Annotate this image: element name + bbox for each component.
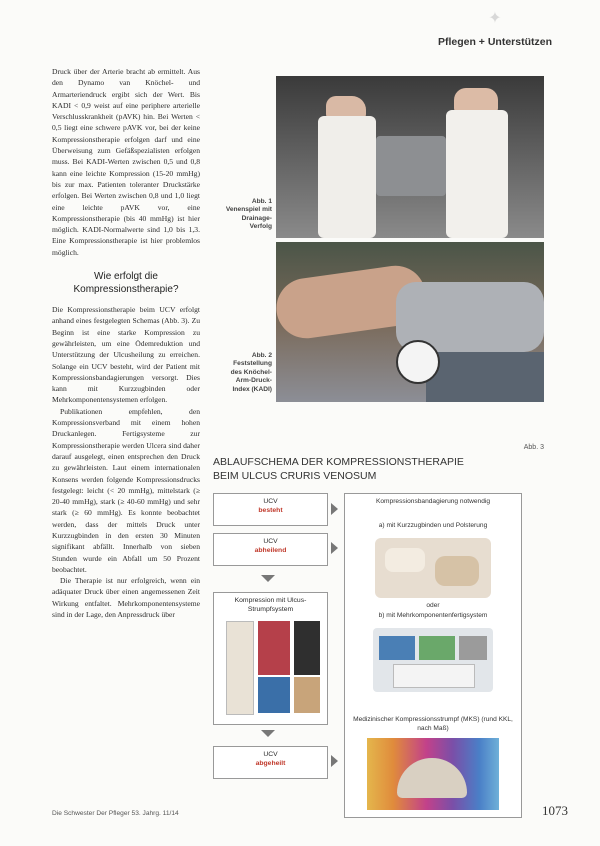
arrow-right [331, 503, 338, 515]
arrow-down [261, 730, 275, 737]
flow-box-ucv-besteht [213, 493, 328, 526]
photo-feet-bandaged [276, 76, 544, 238]
caption-abb1: Abb. 1 Venenspiel mit Drainage-Verfolg [225, 198, 272, 231]
page-number: 1073 [542, 803, 568, 818]
flow-box-label: UCV [263, 538, 278, 545]
flow-box-label: UCV [263, 751, 278, 758]
scheme-right-panel [344, 493, 522, 818]
product-image [258, 621, 290, 675]
scheme-title-line: ABLAUFSCHEMA DER KOMPRESSIONSTHERAPIE [213, 456, 464, 468]
arrow-right [331, 755, 338, 767]
product-image [258, 677, 290, 713]
flow-box-status: besteht [258, 507, 283, 514]
product-image [226, 621, 254, 715]
arrow-right [331, 542, 338, 554]
photo-kadi-measurement [276, 242, 544, 402]
flow-box-label: Kompression mit Ulcus-Strumpfsystem [234, 597, 307, 613]
flow-box-status: abheilend [254, 547, 287, 554]
section-heading: Wie erfolgt die Kompressionstherapie? [73, 271, 179, 296]
text-column [52, 66, 200, 620]
flow-box-ulcus-strumpf [213, 592, 328, 725]
flow-box-label: UCV [263, 498, 278, 505]
bandage-image [375, 538, 491, 598]
flow-box-ucv-abgeheilt [213, 746, 328, 779]
caption-abb3: Abb. 3 [523, 444, 544, 451]
arrow-down [261, 575, 275, 582]
product-image [294, 621, 320, 675]
flow-box-ucv-abheilend [213, 533, 328, 566]
scheme-right-option-b: b) mit Mehrkomponentenfertigsystem [378, 612, 488, 619]
running-header: Pflegen + Unterstützen [437, 36, 552, 48]
scheme-right-option-a: a) mit Kurzzugbinden und Polsterung [378, 522, 488, 529]
top-registration-mark: ✦ [488, 10, 502, 27]
scheme-title-line: BEIM ULCUS CRURIS VENOSUM [213, 470, 377, 482]
scheme-title [213, 455, 553, 483]
body-paragraph: Druck über der Arterie bracht ab ermittelt. Aus den Dynamo van Knöchel- und Armarteriendruck ergibt sich der Wert. Bis KADI < 0,9 weist auf eine periphere arterielle Verschlusskrankheit (pAVK) hin. Bei Werten < 0,5 liegt eine schwere pAVK vor, bei der keine Kompressionstherapie erfolgen darf und eine Überweisung zum Gefäßspezialisten erfolgen muss. Bei KADI-Werten zwischen 0,5 und 0,8 kann eine leichte Kompression (15-20 mmHg) bis zur max. Patienten toleranter Druckstärke erfolgen. Bei Werten zwischen 0,8 und 1,0 liegt eine leichte pAVK vor, eine Kompressionstherapie (bis 40 mmHg) ist hier möglich. KADI-Normalwerte sind 1,0 bis 1,3. Eine Kompressionstherapie ist hier problemlos möglich. [52, 67, 200, 257]
stocking-image [367, 738, 499, 810]
scheme-right-or: oder [426, 602, 440, 609]
product-image [294, 677, 320, 713]
footer: Die Schwester Der Pfleger 53. Jahrg. 11/14 [52, 810, 179, 817]
body-paragraph: Die Therapie ist nur erfolgreich, wenn ein adäquater Druck über einen angemessenen Zeit Wirkung entfaltet. Mehrkomponentensysteme sind in der Lage, den Anpressdruck über [52, 576, 200, 620]
caption-abb2: Abb. 2 Feststellung des Knöchel-Arm-Druck-Index (KADI) [230, 352, 272, 393]
scheme-right-bottom: Medizinischer Kompressionsstrumpf (MKS) (rund KKL, nach Maß) [353, 716, 513, 732]
body-paragraph: Publikationen empfehlen, den Kompressionsverband mit einem hohen Druckanlegen. Fertigsysteme zur Kompressionstherapie werden Ulcera sind daher darauf ausgelegt, einen entsprechen den Druck zu gewährleisten. Laut einem internationalen Konsens werden folgende Kompressionsdrucks festgelegt: leicht (< 20 mmHg), mittelstark (≥ 20-40 mmHg), stark (≥ 40-60 mmHg) und sehr stark (≥ 60 mmHg). Es konnte beobachtet werden, dass der mittels Druck unter Kurzzugbinden in den ersten 30 Minuten signifikant abfällt. Innerhalb von sieben Stunden wurde ein Abfall um 50 Prozent beobachtet. [52, 406, 200, 574]
multicomponent-image [373, 628, 493, 692]
scheme-right-top: Kompressionsbandagierung notwendig [375, 498, 490, 505]
flow-box-status: abgeheilt [255, 760, 286, 767]
body-paragraph: Die Kompressionstherapie beim UCV erfolgt anhand eines festgelegten Schemas (Abb. 3). Zu Beginn ist eine starke Kompression zu gewährleisten, um eine Ödemreduktion und Unterstützung der Ulcusheilung zu erreichen. Solange ein UCV besteht, wird der Patient mit Kompressionsbandagierungen versorgt. Dies kann mit Kurzzugbinden oder Mehrkomponentensystemen erfolgen. [52, 305, 200, 405]
